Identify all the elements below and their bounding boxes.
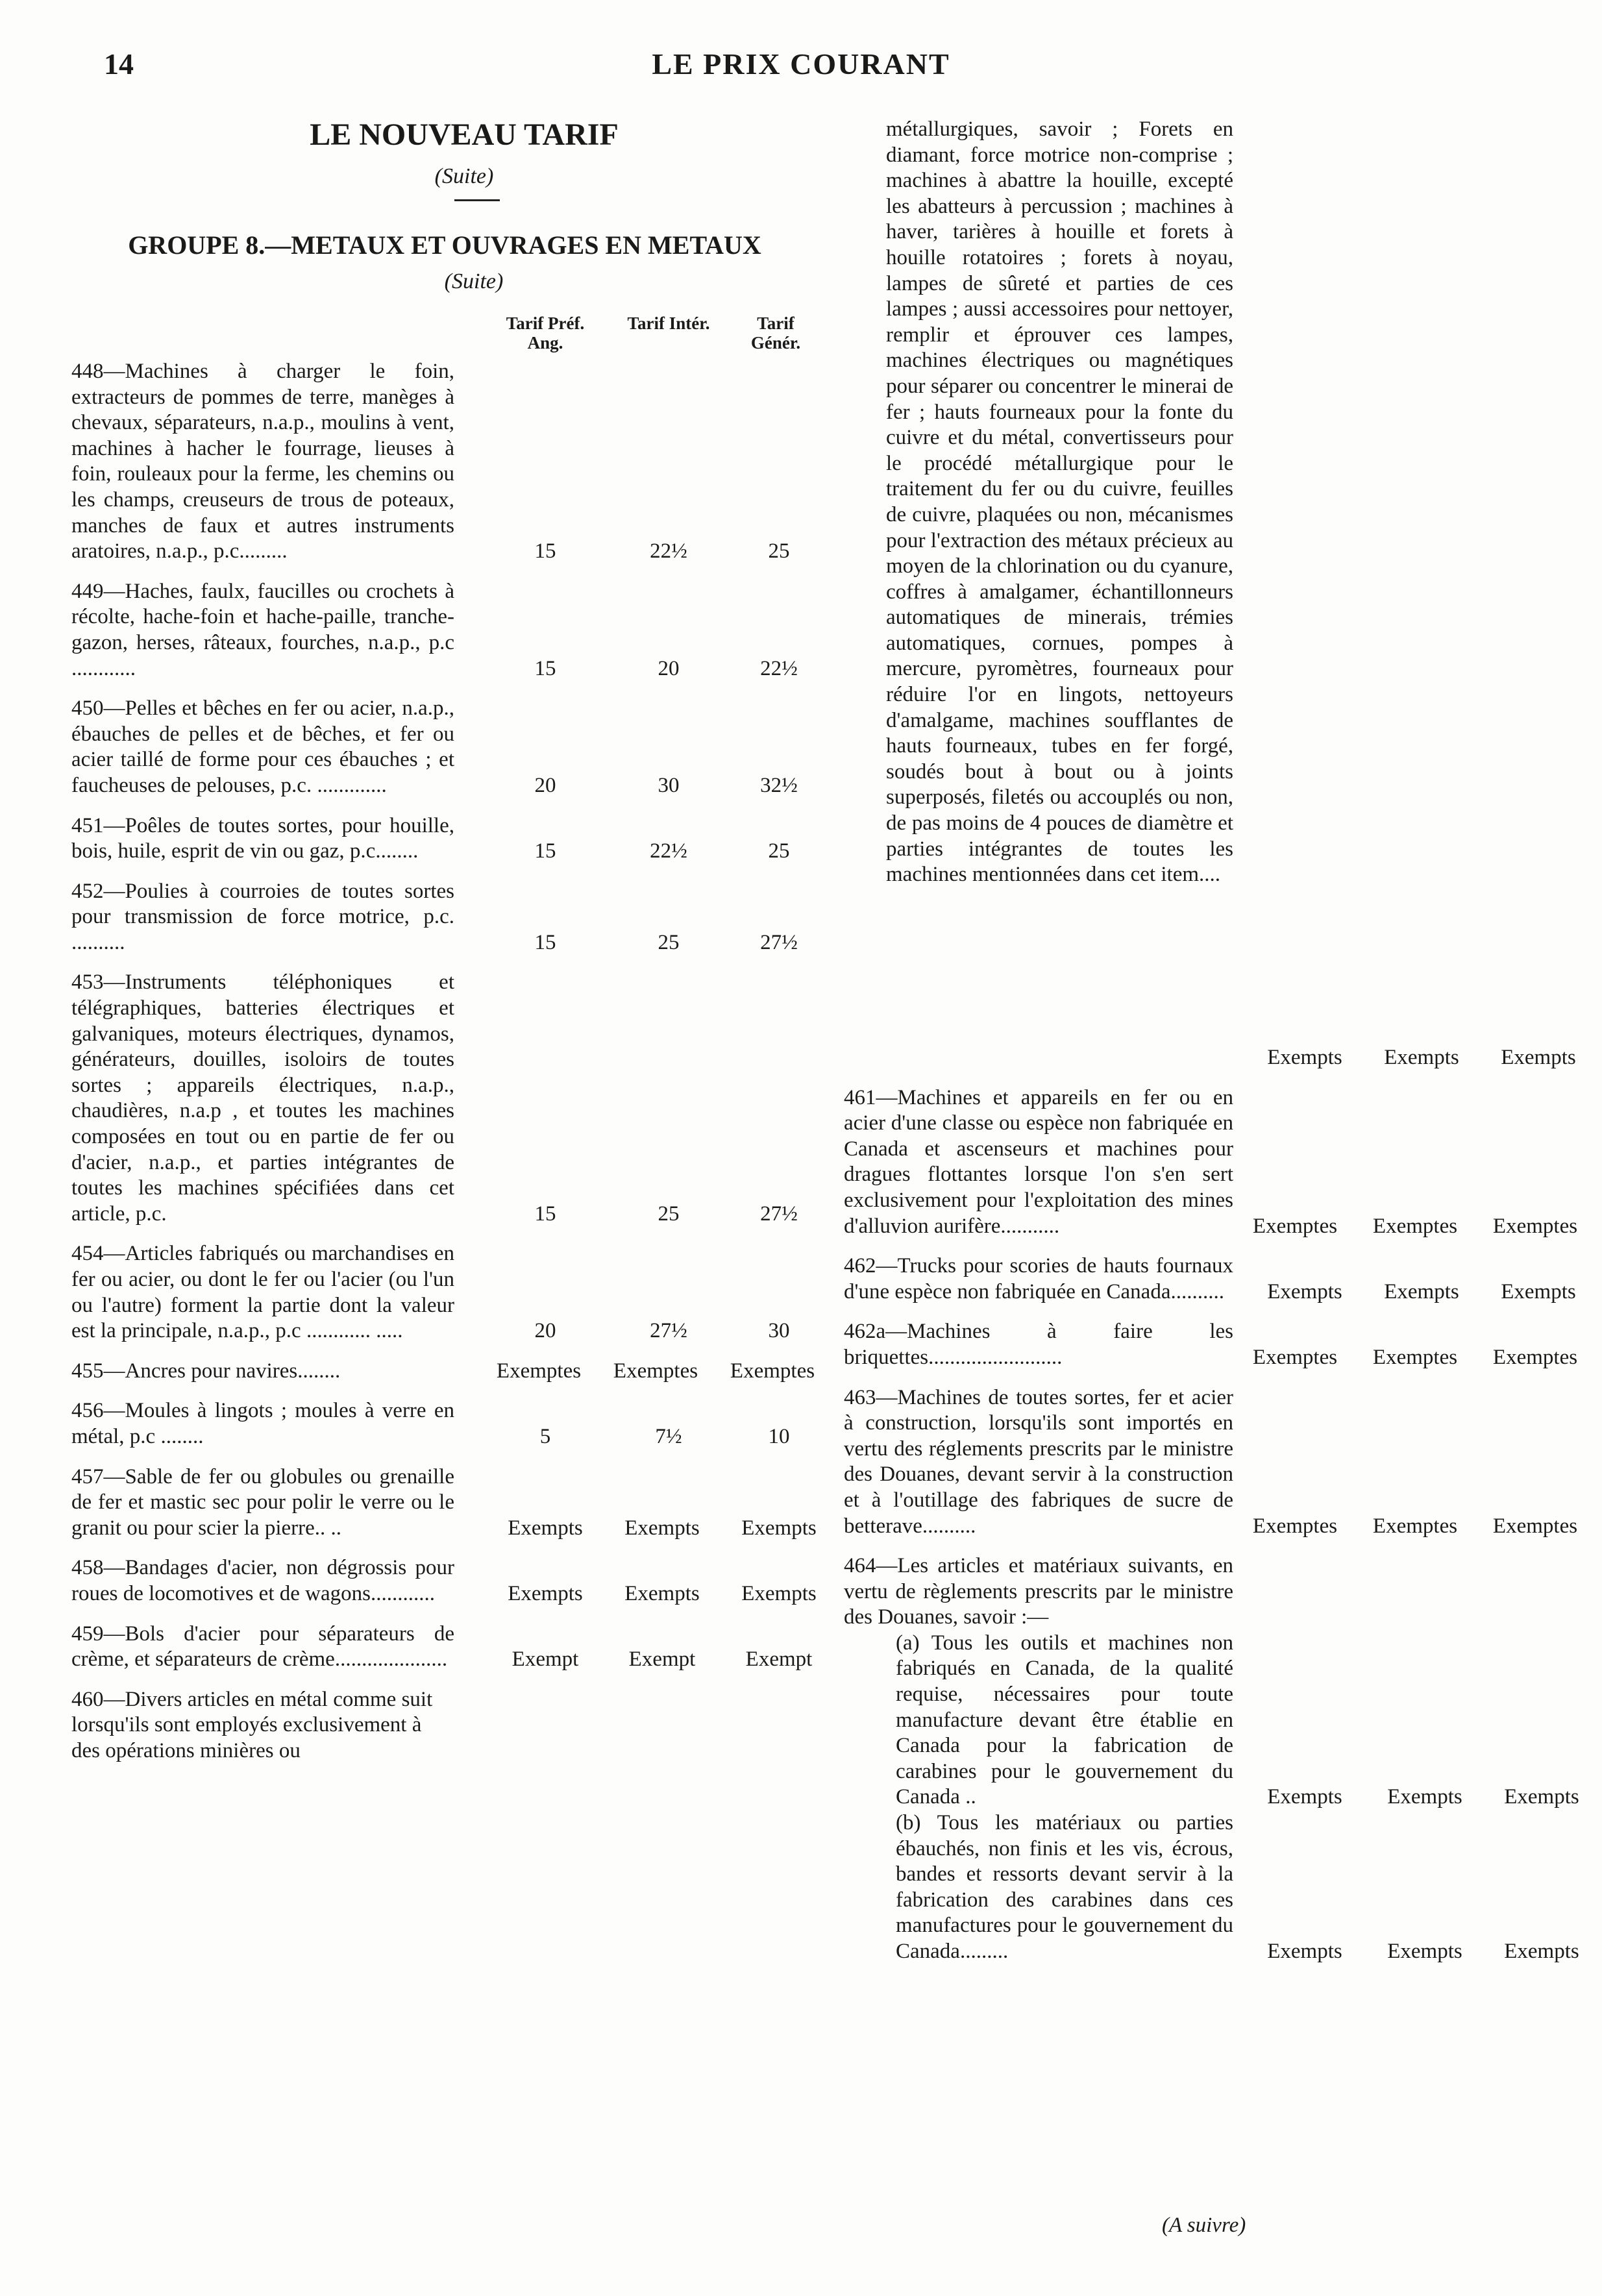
item-description: Divers articles en métal comme suit lorsqu'ils sont employés exclusivement à des opérations minières ou	[71, 1687, 433, 1762]
header-gen	[733, 314, 818, 352]
header-pref	[497, 314, 594, 352]
item-description: Haches, faulx, faucilles ou crochets à récolte, hache-foin et hache-paille, tranche-gazon, herses, râteaux, fourches, n.a.p., p.c ............	[71, 579, 454, 680]
rate-pref: Exemptes	[1252, 1214, 1338, 1238]
rate-pref: Exempts	[1267, 1279, 1342, 1303]
item-number: 462a	[844, 1320, 886, 1344]
rate-gen: 27½	[760, 930, 798, 954]
rate-inter: 22½	[650, 839, 687, 863]
rate-pref: Exemptes	[1252, 1345, 1338, 1369]
rate-gen: 32½	[760, 773, 798, 797]
item-number: 450	[71, 697, 104, 721]
item-number: 458	[71, 1556, 104, 1580]
item-description: Tous les outils et machines non fabriqués en Canada, de la qualité requise, nécessaires pour toute manufacture devant être établie en Canada pour la fabrication de carabines pour le gouvernement du Canada ..	[896, 1631, 1233, 1809]
rate-pref: 15	[534, 539, 556, 563]
tariff-item	[844, 1253, 1600, 1305]
running-head: LE PRIX COURANT	[652, 47, 950, 80]
rate-gen: 27½	[760, 1202, 798, 1226]
tariff-item	[71, 813, 818, 865]
item-description-continued: métallurgiques, savoir ; Forets en diamant, force motrice non-comprise ; machines à abattre la houille, excepté les abatteurs à percussion ; machines à haver, tarières à houille et forets à houille rotatoires ; forets à noyau, lampes de sûreté et parties de ces lampes ; aussi accessoires pour nettoyer, remplir et éprouver ces lampes, machines électriques ou magnétiques pour séparer ou concentrer le minerai de fer ; hauts fourneaux pour la fonte du cuivre et du métal, convertisseurs pour le procédé métallurgique pour le traitement du fer ou du cuivre, feuilles de cuivre, plaquées ou non, mécanismes pour l'extraction des métaux précieux au moyen de la chlorination ou du cyanure, coffres à amalgamer, échantillonneurs automatiques de minerais, trémies automatiques, cornues, pompes à mercure, pyromètres, fourneaux pour réduire l'or en lingots, nettoyeurs d'amalgame, machines soufflantes de hauts fourneaux, tubes en fer forgé, soudés bout à bout ou à joints superposés, filetés ou accouplés ou non, de pas moins de 4 pouces de diamètre et parties intégrantes de toutes les machines mentionnées dans cet item....	[886, 117, 1233, 887]
rate-gen: 22½	[760, 656, 798, 680]
continued-note	[1162, 2214, 1246, 2238]
item-description: Pelles et bêches en fer ou acier, n.a.p., ébauches de pelles et de bêches, et fer ou acier taillé de forme pour ces ébauches ; et faucheuses de pelouses, p.c. .............	[71, 697, 454, 797]
header-gen-line1: Tarif	[757, 314, 795, 333]
header-inter-line1: Tarif Intér.	[627, 314, 710, 333]
item-number: 461	[844, 1085, 876, 1109]
rate-gen: Exemptes	[730, 1359, 815, 1383]
left-column	[71, 117, 818, 1764]
rate-gen: Exemptes	[1492, 1345, 1578, 1369]
divider	[454, 199, 500, 201]
rate-gen: Exemptes	[1492, 1214, 1578, 1238]
item-number: 460	[71, 1687, 104, 1711]
continued-text: (A suivre)	[1162, 2214, 1246, 2237]
rate-pref: Exempts	[1267, 1785, 1342, 1809]
rate-inter: Exempts	[624, 1516, 700, 1540]
tariff-subitem	[844, 1810, 1600, 1965]
item-text	[844, 1631, 1233, 1810]
item-description: Machines et appareils en fer ou en acier d'une classe ou espèce non fabriquée en Canada et ascenseurs et machines pour dragues flottantes lorsque l'on s'en sert exclusivement pour l'exploitation des mines d'alluvion aurifère...........	[844, 1085, 1233, 1238]
page-number: 14	[104, 47, 134, 80]
rate-inter: Exemptes	[1372, 1345, 1458, 1369]
rate-gen: Exemptes	[1492, 1514, 1578, 1538]
rate-pref: Exempts	[508, 1581, 583, 1605]
tariff-item	[844, 1085, 1600, 1240]
item-text	[844, 1810, 1233, 1965]
item-description: Moules à lingots ; moules à verre en métal, p.c ........	[71, 1399, 454, 1448]
item-description: Bols d'acier pour séparateurs de crème, et séparateurs de crème.....................	[71, 1622, 454, 1672]
rate-gen: Exempt	[745, 1648, 813, 1672]
rate-inter: 25	[658, 1202, 680, 1226]
item-description: Instruments téléphoniques et télégraphiques, batteries électriques et galvaniques, moteurs électriques, dynamos, générateurs, douilles, isoloirs de toutes sortes ; appareils électriques, n.a.p., chaudières, n.a.p , et toutes les machines composées en tout ou en partie de fer ou d'acier, n.a.p., et parties intégrantes de toutes les machines spécifiées dans cet article, p.c.	[71, 970, 454, 1226]
header-pref-line2: Ang.	[527, 333, 563, 352]
rate-inter: 25	[658, 930, 680, 954]
rate-gen: Exempts	[1501, 1046, 1576, 1069]
tariff-subitem	[844, 1631, 1600, 1810]
rate-inter: Exempts	[1387, 1940, 1462, 1963]
column-headers	[71, 314, 818, 359]
rate-gen: 10	[768, 1424, 790, 1448]
item-text: 457—Sable de fer ou globules ou grenaille de fer et mastic sec pour polir le verre ou le granit ou pour scier la pierre.. ..	[71, 1464, 454, 1540]
tariff-item	[71, 1241, 818, 1344]
rate-inter: 27½	[650, 1319, 687, 1343]
item-number: 463	[844, 1385, 876, 1409]
article-title: LE NOUVEAU TARIF	[310, 117, 619, 152]
rate-gen: Exempts	[1504, 1940, 1579, 1963]
rate-gen: Exempts	[741, 1516, 817, 1540]
item-description: Machines de toutes sortes, fer et acier à construction, lorsqu'ils sont importés en vertu des réglements prescrits par le ministre des Douanes, devant servir à la construction et à l'outillage des fabriques de sucre de betterave..........	[844, 1385, 1233, 1538]
item-description: Poulies à courroies de toutes sortes pour transmission de force motrice, p.c. ..........	[71, 879, 454, 954]
item-text: 462a—Machines à faire les briquettes.........................	[844, 1320, 1233, 1369]
item-text: 462—Trucks pour scories de hauts fournaux d'une espèce non fabriquée en Canada..........	[844, 1254, 1233, 1303]
tariff-item	[71, 579, 818, 682]
rate-pref: Exempts	[1267, 1046, 1342, 1069]
tariff-item	[71, 1555, 818, 1607]
tariff-item	[71, 970, 818, 1227]
item-number: 455	[71, 1359, 104, 1383]
item-description: Articles fabriqués ou marchandises en fer ou acier, ou dont le fer ou l'acier (ou l'un ou l'autre) forment la partie dont la valeur est la principale, n.a.p., p.c ............ .....	[71, 1242, 454, 1343]
rate-inter: 22½	[650, 539, 687, 563]
item-rates	[844, 1045, 1600, 1071]
item-text: 452—Poulies à courroies de toutes sortes pour transmission de force motrice, p.c. ..........	[71, 879, 454, 954]
item-number: 454	[71, 1242, 104, 1266]
item-text: 448—Machines à charger le foin, extracteurs de pommes de terre, manèges à chevaux, séparateurs, n.a.p., moulins à vent, machines à hacher le fourrage, lieuses à foin, rouleaux pour la ferme, les chemins ou les champs, creuseurs de trous de poteaux, manches de faux et autres instruments aratoires, n.a.p., p.c.........	[71, 360, 454, 563]
tariff-item	[71, 1687, 818, 1764]
item-text: 456—Moules à lingots ; moules à verre en métal, p.c ........	[71, 1399, 454, 1448]
rate-inter: 30	[658, 773, 680, 797]
rate-inter: Exempt	[628, 1648, 696, 1672]
right-column	[844, 117, 1600, 1979]
group-suite: (Suite)	[444, 269, 504, 293]
rate-pref: 5	[539, 1424, 551, 1448]
rate-pref: 20	[534, 773, 556, 797]
item-text: 459—Bols d'acier pour séparateurs de crème, et séparateurs de crème.....................	[71, 1622, 454, 1672]
item-number: 456	[71, 1399, 104, 1423]
header-pref-line1: Tarif Préf.	[506, 314, 585, 333]
rate-pref: 15	[534, 930, 556, 954]
item-description: Les articles et matériaux suivants, en vertu de règlements prescrits par le ministre des Douanes, savoir :—	[844, 1554, 1233, 1629]
tariff-item	[71, 879, 818, 956]
rate-inter: Exempts	[624, 1581, 700, 1605]
item-description: Poêles de toutes sortes, pour houille, bois, huile, esprit de vin ou gaz, p.c........	[71, 813, 454, 863]
item-number: 457	[71, 1464, 104, 1488]
rate-gen: 25	[768, 839, 790, 863]
title-suite: (Suite)	[434, 164, 494, 188]
item-number: 449	[71, 579, 104, 603]
tariff-item-rates-460	[844, 1045, 1600, 1071]
rate-pref: Exemptes	[1252, 1514, 1338, 1538]
item-text: 453—Instruments téléphoniques et télégraphiques, batteries électriques et galvaniques, moteurs électriques, dynamos, générateurs, douilles, isoloirs de toutes sortes ; appareils électriques, n.a.p., chaudières, n.a.p , et toutes les machines composées en tout ou en partie de fer ou d'acier, n.a.p., et parties intégrantes de toutes les machines spécifiées dans cet article, p.c.	[71, 970, 454, 1226]
rate-inter: Exempts	[1387, 1785, 1462, 1809]
tariff-item	[71, 1464, 818, 1542]
item-text: 454—Articles fabriqués ou marchandises en fer ou acier, ou dont le fer ou l'acier (ou l'un ou l'autre) forment la partie dont la valeur est la principale, n.a.p., p.c ............ .....	[71, 1242, 454, 1343]
item-number: 452	[71, 879, 104, 903]
item-number: 448	[71, 360, 104, 383]
item-text: 460—Divers articles en métal comme suit lorsqu'ils sont employés exclusivement à des opérations minières ou	[71, 1687, 433, 1762]
rate-inter: 7½	[655, 1424, 682, 1448]
rate-pref: 15	[534, 1202, 556, 1226]
tariff-item	[71, 1359, 818, 1385]
rate-pref: Exempts	[508, 1516, 583, 1540]
rate-inter: Exempts	[1384, 1279, 1459, 1303]
rate-gen: 30	[768, 1319, 790, 1343]
item-number: 462	[844, 1254, 876, 1278]
header-inter	[613, 314, 724, 333]
item-number: 451	[71, 813, 104, 837]
item-description: Ancres pour navires........	[125, 1359, 341, 1383]
item-number: 459	[71, 1622, 104, 1646]
rate-pref: Exemptes	[496, 1359, 582, 1383]
rate-pref: Exempts	[1267, 1940, 1342, 1963]
tariff-item	[844, 1319, 1600, 1370]
item-text: 451—Poêles de toutes sortes, pour houille, bois, huile, esprit de vin ou gaz, p.c........	[71, 813, 454, 863]
tariff-item	[844, 1385, 1600, 1540]
item-description: Sable de fer ou globules ou grenaille de fer et mastic sec pour polir le verre ou le granit ou pour scier la pierre.. ..	[71, 1464, 454, 1540]
rate-pref: Exempt	[511, 1648, 579, 1672]
rate-gen: Exempts	[1501, 1279, 1576, 1303]
tariff-item	[71, 696, 818, 798]
tariff-item	[71, 1398, 818, 1450]
group-title: GROUPE 8.—METAUX ET OUVRAGES EN METAUX	[128, 230, 761, 260]
tariff-item	[71, 1622, 818, 1673]
tariff-item	[844, 1553, 1600, 1631]
subitem-label: (b)	[896, 1811, 921, 1835]
rate-inter: Exemptes	[1372, 1514, 1458, 1538]
rate-pref: 15	[534, 656, 556, 680]
item-description: Bandages d'acier, non dégrossis pour roues de locomotives et de wagons............	[71, 1556, 454, 1605]
rate-pref: 20	[534, 1319, 556, 1343]
rate-gen: Exempts	[741, 1581, 817, 1605]
item-text: 463—Machines de toutes sortes, fer et acier à construction, lorsqu'ils sont importés en vertu des réglements prescrits par le ministre des Douanes, devant servir à la construction et à l'outillage des fabriques de sucre de betterave..........	[844, 1385, 1233, 1538]
rate-inter: Exempts	[1384, 1046, 1459, 1069]
item-text: 458—Bandages d'acier, non dégrossis pour roues de locomotives et de wagons............	[71, 1556, 454, 1605]
subitem-label: (a)	[896, 1631, 920, 1655]
item-text: 461—Machines et appareils en fer ou en acier d'une classe ou espèce non fabriquée en Canada et ascenseurs et machines pour dragues flottantes lorsque l'on s'en sert exclusivement pour l'exploitation des mines d'alluvion aurifère...........	[844, 1085, 1233, 1238]
item-text: 455—Ancres pour navires........	[71, 1359, 341, 1383]
rate-inter: Exemptes	[1372, 1214, 1458, 1238]
item-text: 449—Haches, faulx, faucilles ou crochets à récolte, hache-foin et hache-paille, tranche-gazon, herses, râteaux, fourches, n.a.p., p.c ............	[71, 579, 454, 680]
item-description: Trucks pour scories de hauts fournaux d'une espèce non fabriquée en Canada..........	[844, 1254, 1233, 1303]
item-number: 453	[71, 970, 104, 994]
header-gen-line2: Génér.	[750, 333, 801, 352]
item-description: Machines à charger le foin, extracteurs de pommes de terre, manèges à chevaux, séparateurs, n.a.p., moulins à vent, machines à hacher le fourrage, lieuses à foin, rouleaux pour la ferme, les chemins ou les champs, creuseurs de trous de poteaux, manches de faux et autres instruments aratoires, n.a.p., p.c.........	[71, 360, 454, 563]
rate-gen: 25	[768, 539, 790, 563]
rate-inter: 20	[658, 656, 680, 680]
rate-pref: 15	[534, 839, 556, 863]
tariff-item-continuation-text	[886, 117, 1233, 888]
item-text: 450—Pelles et bêches en fer ou acier, n.a.p., ébauches de pelles et de bêches, et fer ou acier taillé de forme pour ces ébauches ; et faucheuses de pelouses, p.c. .............	[71, 697, 454, 797]
tariff-item	[71, 359, 818, 565]
item-description: Machines à faire les briquettes.........................	[844, 1320, 1233, 1369]
item-text: 464—Les articles et matériaux suivants, en vertu de règlements prescrits par le ministre des Douanes, savoir :—	[844, 1554, 1233, 1629]
item-number: 464	[844, 1554, 876, 1578]
rate-inter: Exemptes	[613, 1359, 698, 1383]
rate-gen: Exempts	[1504, 1785, 1579, 1809]
item-description: Tous les matériaux ou parties ébauchés, non finis et les vis, écrous, bandes et ressorts devant servir à la fabrication des carabines dans ces manufactures pour le gouvernement du Canada.........	[896, 1811, 1233, 1963]
